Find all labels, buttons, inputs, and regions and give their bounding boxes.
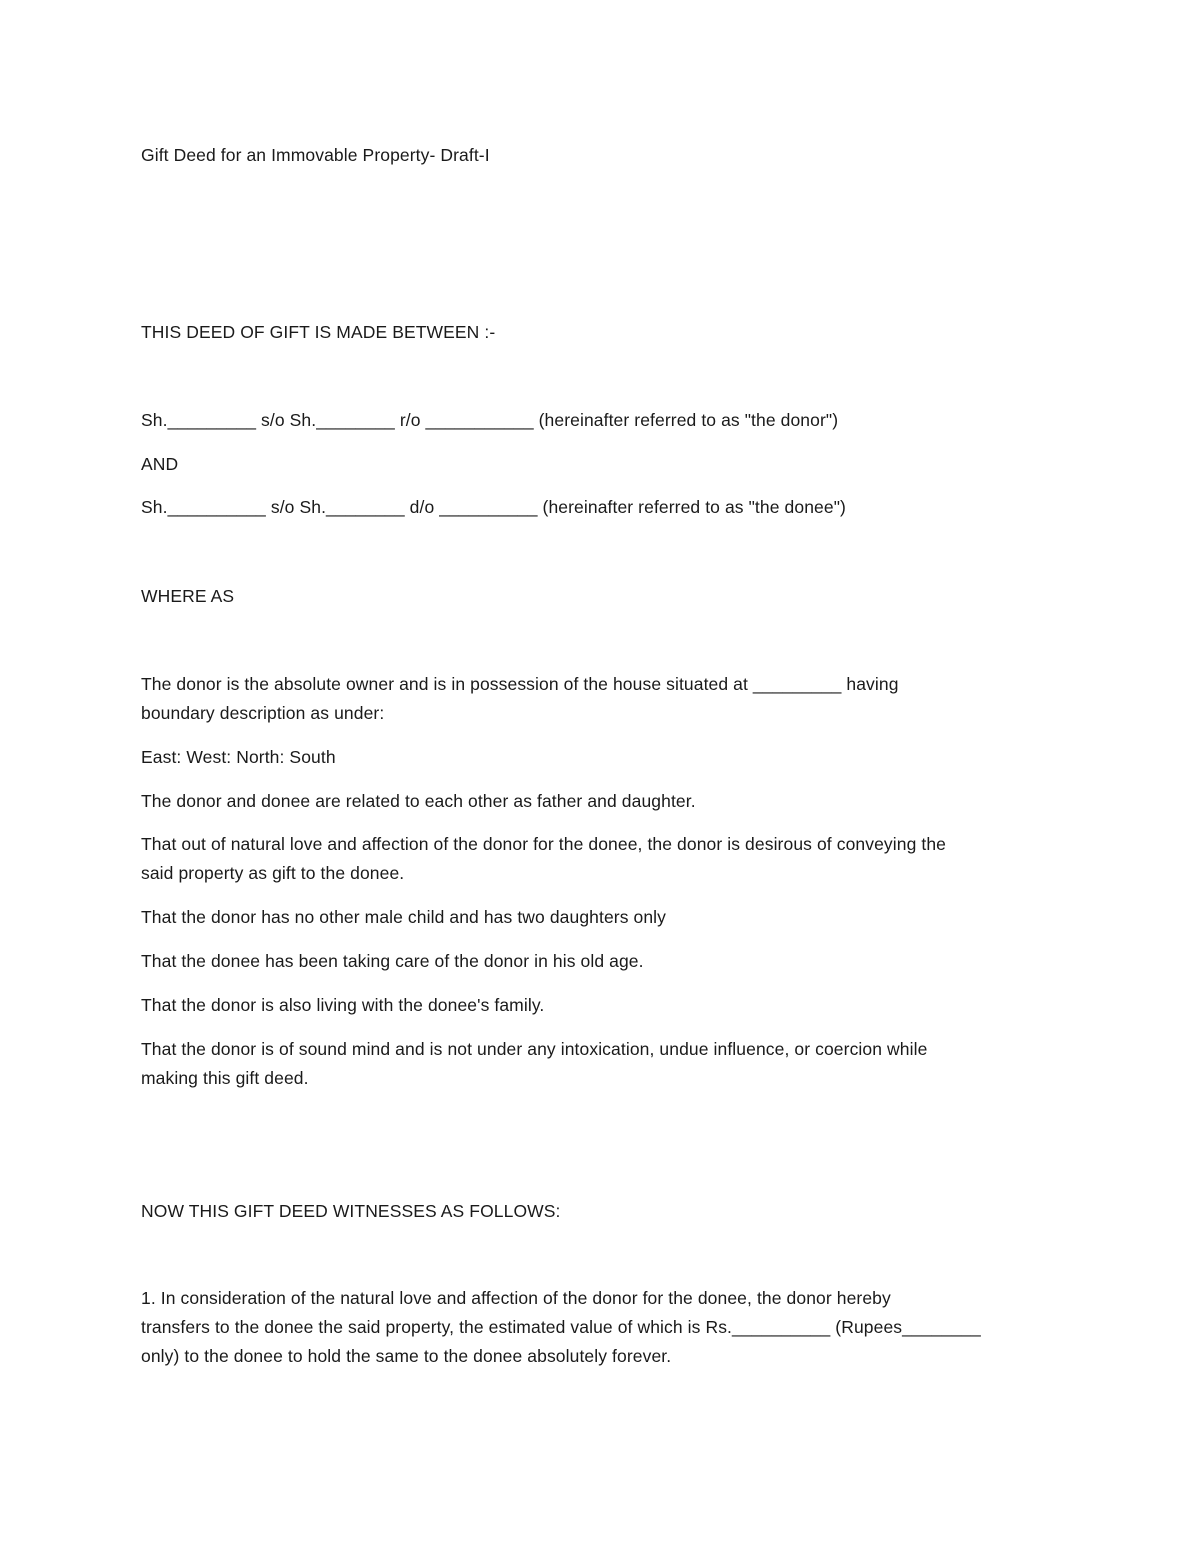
recital-sound-mind-line-1: That the donor is of sound mind and is not under any intoxication, undue influence, or coercion while	[141, 1039, 928, 1059]
recital-children: That the donor has no other male child and has two daughters only	[141, 907, 667, 927]
where-as-heading: WHERE AS	[141, 586, 235, 606]
recital-affection-line-1: That out of natural love and affection of the donor for the donee, the donor is desirous of conveying the	[141, 834, 947, 854]
clause-1-line-3: only) to the donee to hold the same to the donee absolutely forever.	[141, 1346, 672, 1366]
document-title: Gift Deed for an Immovable Property- Draft-I	[141, 145, 490, 165]
recital-care: That the donee has been taking care of the donor in his old age.	[141, 951, 644, 971]
and-label: AND	[141, 454, 179, 474]
recital-sound-mind-line-2: making this gift deed.	[141, 1068, 309, 1088]
clause-1-line-2: transfers to the donee the said property, the estimated value of which is Rs.__________ (Rupees________	[141, 1317, 981, 1337]
recital-owner-line-1: The donor is the absolute owner and is in possession of the house situated at _________ having	[141, 674, 899, 694]
clause-1-line-1: 1. In consideration of the natural love and affection of the donor for the donee, the donor hereby	[141, 1288, 891, 1308]
recital-owner-line-2: boundary description as under:	[141, 703, 385, 723]
recital-living: That the donor is also living with the donee's family.	[141, 995, 545, 1015]
recital-relation: The donor and donee are related to each other as father and daughter.	[141, 791, 696, 811]
witnesses-heading: NOW THIS GIFT DEED WITNESSES AS FOLLOWS:	[141, 1201, 561, 1221]
boundaries-line: East: West: North: South	[141, 747, 336, 767]
recital-affection-line-2: said property as gift to the donee.	[141, 863, 405, 883]
donor-line: Sh._________ s/o Sh.________ r/o ___________ (hereinafter referred to as "the donor")	[141, 410, 839, 430]
parties-heading: THIS DEED OF GIFT IS MADE BETWEEN :-	[141, 322, 496, 342]
donee-line: Sh.__________ s/o Sh.________ d/o __________ (hereinafter referred to as "the donee")	[141, 497, 846, 517]
